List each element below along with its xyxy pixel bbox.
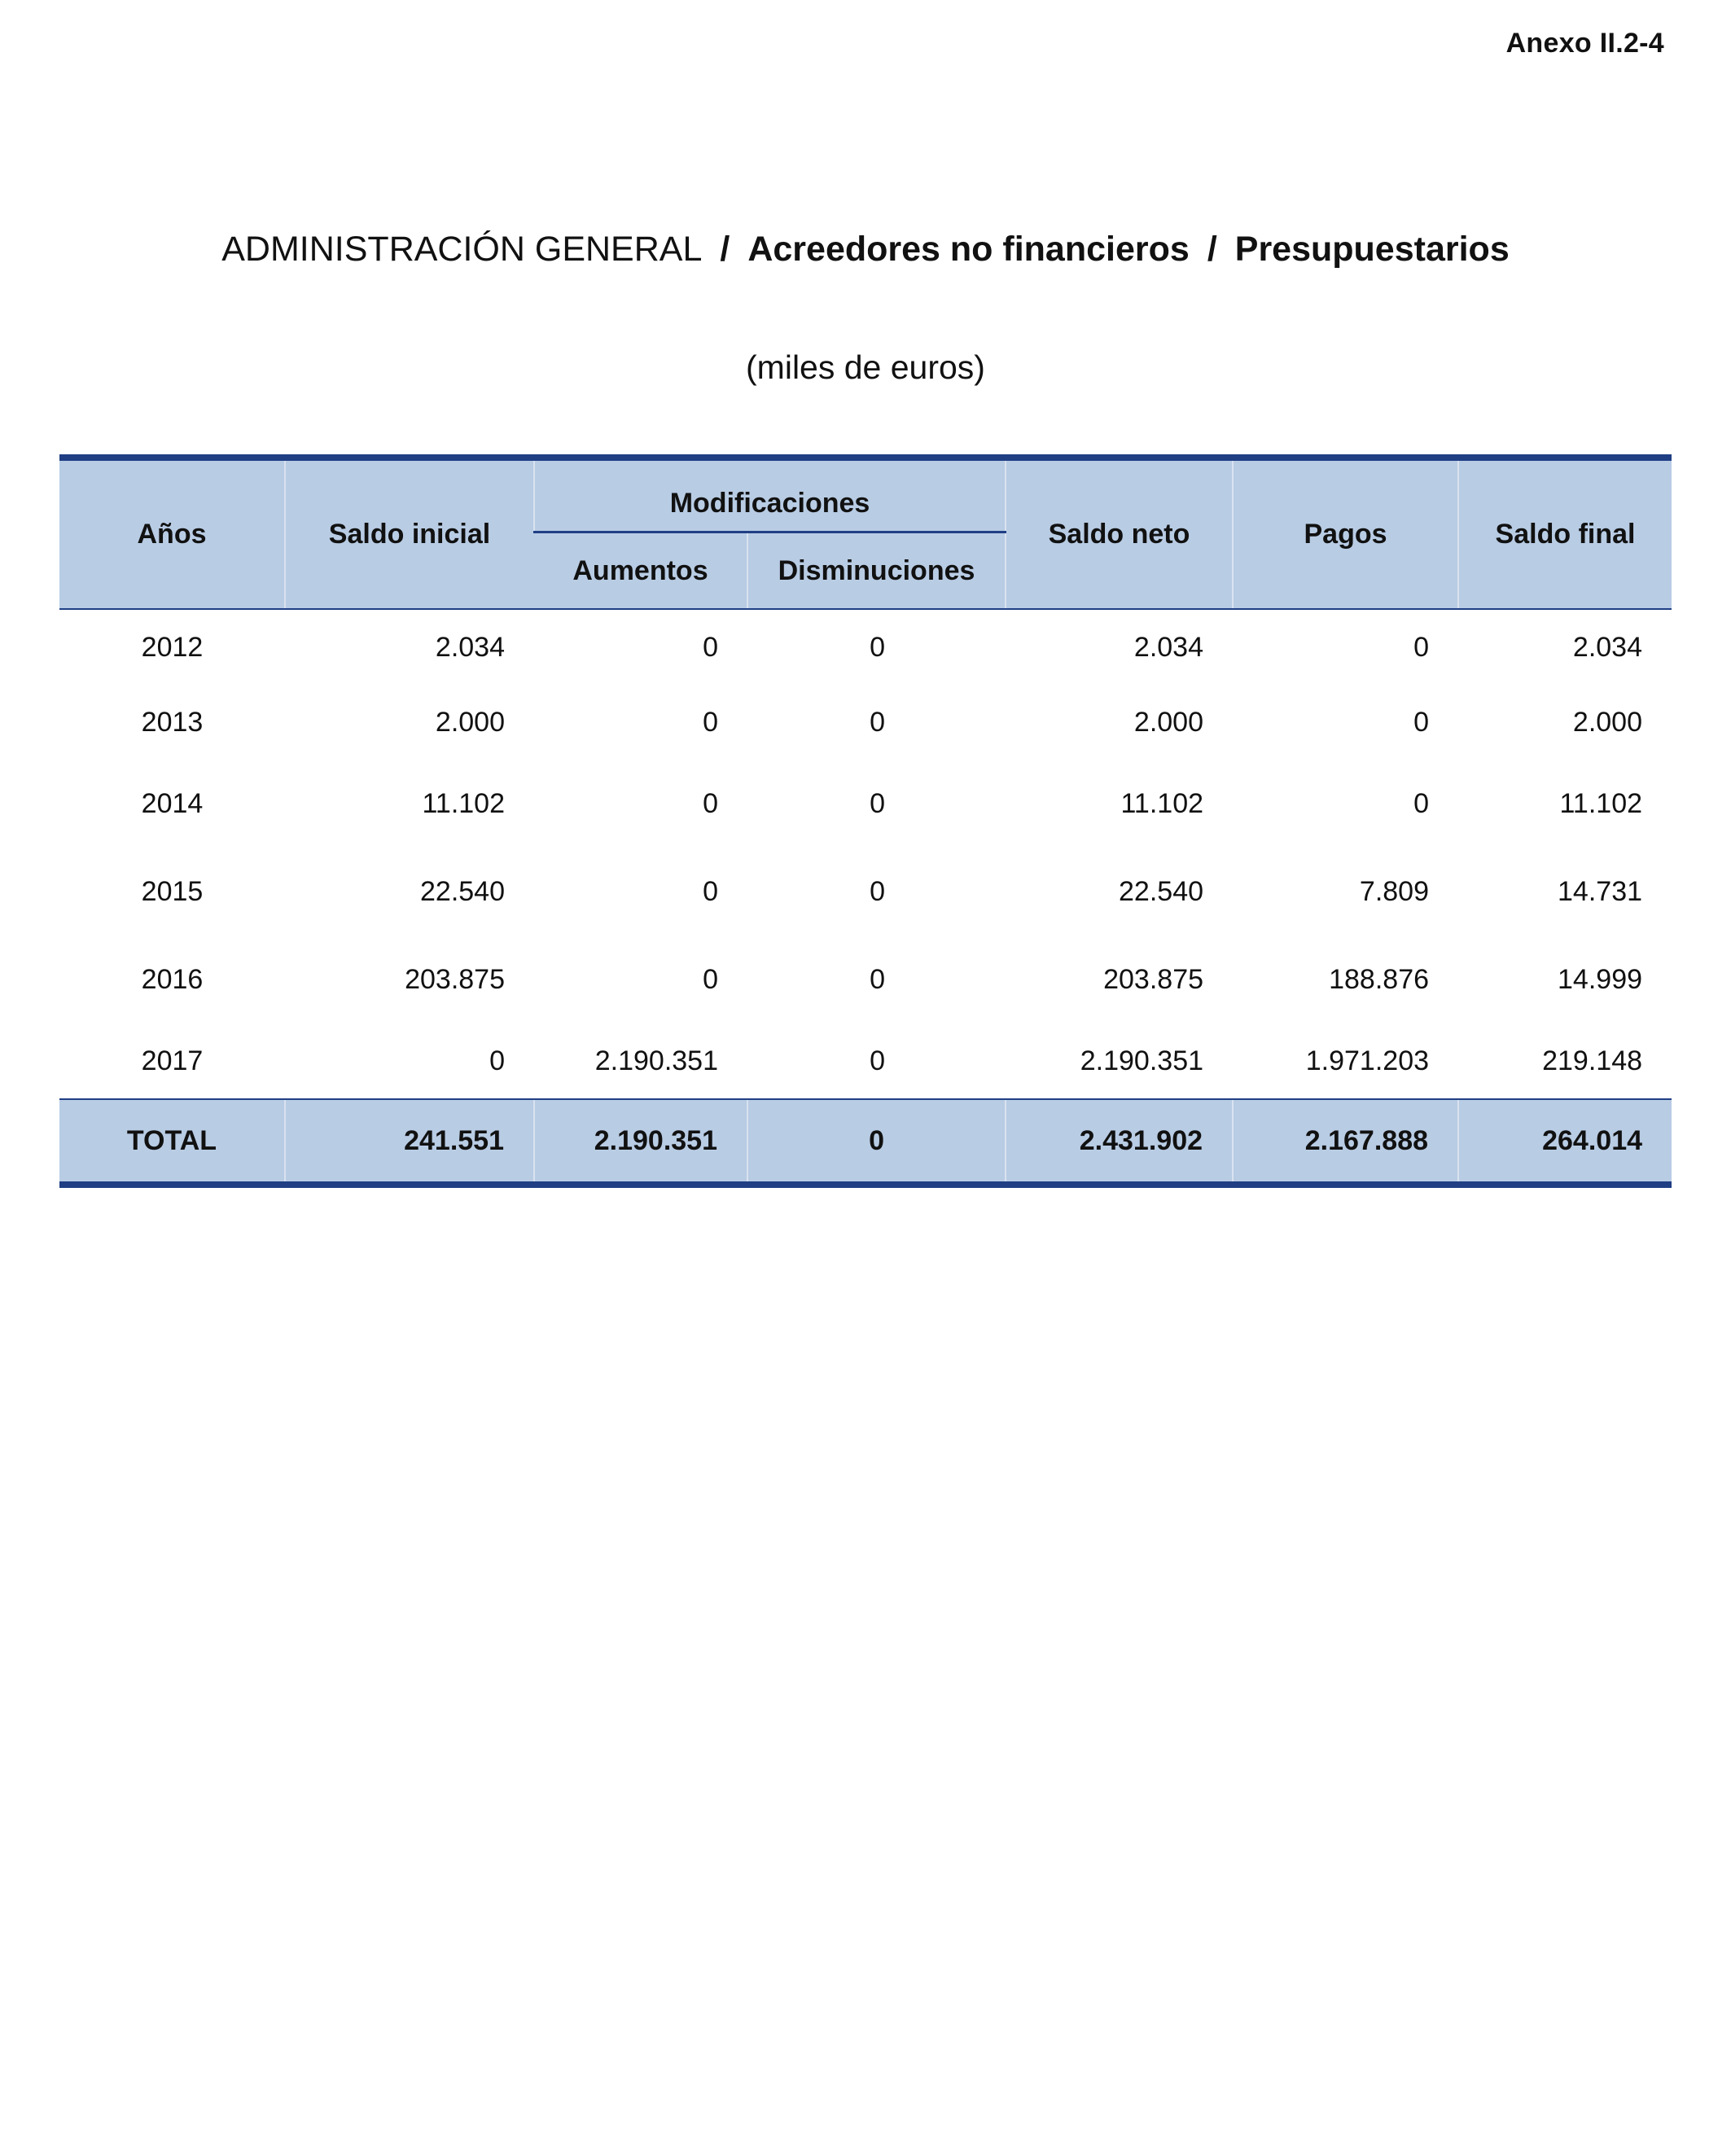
header-saldo-neto: Saldo neto [1006, 458, 1233, 609]
title-category: Acreedores no financieros [747, 230, 1190, 269]
cell-aumentos: 0 [703, 631, 718, 663]
cell-year: 2015 [141, 875, 204, 907]
header-saldo-inicial: Saldo inicial [285, 458, 534, 609]
cell-saldo-neto: 11.102 [1120, 787, 1204, 819]
header-pagos: Pagos [1233, 458, 1458, 609]
table-row [59, 848, 1672, 936]
total-saldo-inicial: 241.551 [285, 1099, 534, 1185]
cell-year: 2016 [141, 963, 204, 995]
cell-disminuciones: 0 [870, 963, 886, 995]
cell-pagos: 0 [1413, 706, 1430, 738]
annex-label: Anexo II.2-4 [1505, 28, 1664, 59]
cell-disminuciones: 0 [870, 875, 886, 907]
total-aumentos: 2.190.351 [534, 1099, 747, 1185]
cell-saldo-neto: 22.540 [1119, 875, 1204, 907]
cell-aumentos: 0 [703, 963, 718, 995]
cell-saldo-inicial: 2.034 [435, 631, 505, 663]
cell-year: 2017 [141, 1045, 204, 1076]
cell-saldo-inicial: 22.540 [420, 875, 505, 907]
page-title [0, 230, 1731, 270]
table-row [59, 685, 1672, 760]
cell-disminuciones: 0 [870, 787, 886, 819]
cell-saldo-inicial: 2.000 [435, 706, 505, 738]
total-saldo-neto: 2.431.902 [1006, 1099, 1233, 1185]
table-total-row [59, 1099, 1672, 1185]
title-subcategory: Presupuestarios [1234, 230, 1510, 269]
header-disminuciones: Disminuciones [747, 532, 1006, 610]
title-separator: / [720, 230, 730, 269]
cell-saldo-inicial: 203.875 [405, 963, 505, 995]
header-modificaciones: Modificaciones [534, 458, 1006, 532]
table-row [59, 1023, 1672, 1099]
cell-saldo-neto: 2.000 [1133, 706, 1204, 738]
cell-pagos: 188.876 [1329, 963, 1430, 995]
cell-aumentos: 0 [703, 787, 718, 819]
cell-saldo-final: 14.731 [1558, 875, 1643, 907]
total-pagos: 2.167.888 [1233, 1099, 1458, 1185]
cell-pagos: 0 [1413, 631, 1430, 663]
cell-year: 2013 [141, 706, 204, 738]
total-label: TOTAL [59, 1099, 285, 1185]
cell-year: 2012 [141, 631, 204, 663]
table-header-row [59, 458, 1672, 532]
cell-saldo-inicial: 11.102 [422, 787, 505, 819]
header-years: Años [59, 458, 285, 609]
total-saldo-final: 264.014 [1458, 1099, 1672, 1185]
table-row [59, 936, 1672, 1023]
cell-saldo-final: 219.148 [1542, 1045, 1643, 1076]
header-saldo-final: Saldo final [1458, 458, 1672, 609]
cell-pagos: 1.971.203 [1305, 1045, 1430, 1076]
cell-aumentos: 0 [703, 706, 718, 738]
cell-saldo-final: 11.102 [1559, 787, 1643, 819]
cell-saldo-final: 14.999 [1558, 963, 1643, 995]
cell-disminuciones: 0 [870, 706, 886, 738]
title-entity: ADMINISTRACIÓN GENERAL [221, 230, 703, 269]
units-subtitle: (miles de euros) [746, 348, 985, 386]
cell-aumentos: 0 [703, 875, 718, 907]
total-disminuciones: 0 [747, 1099, 1006, 1185]
cell-saldo-neto: 2.190.351 [1080, 1045, 1204, 1076]
cell-year: 2014 [141, 787, 204, 819]
cell-saldo-final: 2.000 [1572, 706, 1643, 738]
cell-saldo-inicial: 0 [489, 1045, 505, 1076]
creditors-table [59, 454, 1672, 1188]
cell-disminuciones: 0 [870, 1045, 886, 1076]
cell-saldo-neto: 2.034 [1133, 631, 1204, 663]
cell-pagos: 0 [1413, 787, 1430, 819]
cell-saldo-neto: 203.875 [1103, 963, 1204, 995]
table-row [59, 609, 1672, 685]
cell-aumentos: 2.190.351 [594, 1045, 718, 1076]
cell-pagos: 7.809 [1359, 875, 1430, 907]
cell-disminuciones: 0 [870, 631, 886, 663]
table-row [59, 760, 1672, 848]
title-separator: / [1207, 230, 1217, 269]
cell-saldo-final: 2.034 [1572, 631, 1643, 663]
header-aumentos: Aumentos [534, 532, 747, 610]
